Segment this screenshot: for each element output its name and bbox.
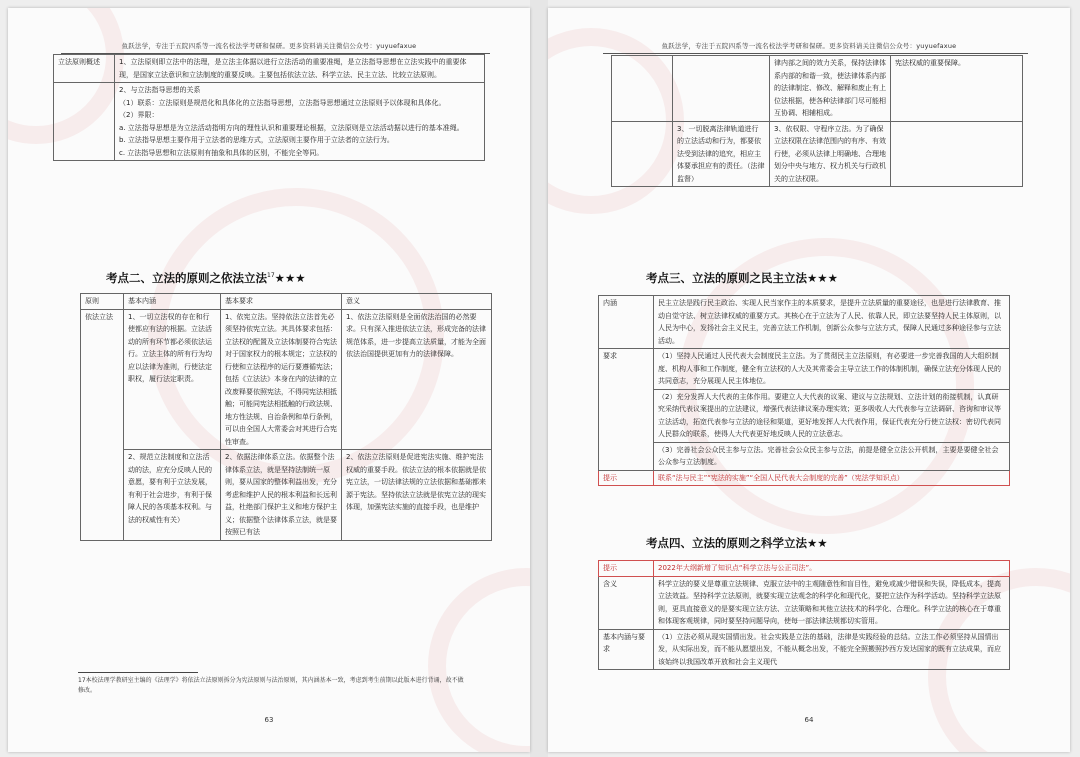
lawful-legislation-table [80, 293, 492, 541]
overview-p1: 1、立法原则即立法中的法理，是立法主体据以进行立法活动的重要准绳，是立法指导思想在立法实践中的重要体现，是国家立法意识和立法制度的重要反映。主要包括依法立法、科学立法、民主立法、比较立法原则。 [119, 58, 467, 79]
row-label: 要求 [599, 349, 654, 471]
row-label: 基本内涵与要求 [599, 629, 654, 670]
empty-cell [612, 56, 673, 122]
requirement-3: （3）完善社会公众民主参与立法。完善社会公众民主参与立法，前提是健全立法公开机制，主要是要健全社会公众参与立法制度。 [654, 442, 1010, 470]
requirement-cell: 2、依据法律体系立法。依据整个法律体系立法，就是坚持法制统一原则，要从国家的整体利益出发，充分考虑和维护人民的根本利益和长远利益，杜绝部门保护主义和地方保护主义；依据整个法律体系立法，就是要按照已有法 [221, 450, 342, 541]
tip-text: 2022年大纲新增了知识点“科学立法与公正司法”。 [654, 561, 1010, 577]
relation-title: 2、与立法指导思想的关系 [119, 86, 201, 94]
header-rule [603, 53, 1028, 54]
footnote: 17本校法理学教研室主编的《法理学》将依法立法原则拆分为宪法原则与法治原则，其内涵基本一致，考虑到考生前期以此版本进行背诵，故不做修改。 [78, 677, 464, 694]
row-label: 立法原则概述 [54, 55, 115, 83]
content-requirement-cell: （1）立法必须从现实国情出发。社会实践是立法的基础，法律是实践经验的总结。立法工作必须坚持从国情出发，从实际出发，而不能从愿望出发，不能从概念出发，不能完全照搬照抄西方发达国家的既有立法成果，而应该始终以我国改革开放和社会主义现代 [654, 629, 1010, 670]
tip-text: 联系“法与民主”“宪法的实施”“全国人民代表大会制度的完善”（宪法学知识点） [654, 470, 1010, 486]
tip-label: 提示 [599, 470, 654, 486]
principle-name: 依法立法 [81, 309, 124, 540]
heading-stars: ★★ [807, 536, 828, 550]
content-cell: 2、规范立法制度和立法活动的法，应充分反映人民的意愿，要有利于立法发展，有利于社会进步，有利于保障人民的各项基本权利。与法的权威性有关） [124, 450, 221, 541]
heading-stars: ★★★ [274, 271, 306, 285]
relation-c: c. 立法指导思想和立法原则有抽象和具体的区别，不能完全等同。 [119, 148, 324, 157]
running-header: 鱼跃法学，专注于五院四系等一流名校法学考研和保研。更多资料请关注微信公众号：yuyuefaxue [661, 42, 957, 50]
empty-cell [673, 56, 770, 122]
content-cell: 3、一切脱离法律轨道进行的立法活动和行为，都要依法受到法律的追究，相应主体要承担应有的责任。（法律监督） [673, 121, 770, 187]
requirement-2: （2）充分发挥人大代表的主体作用。要建立人大代表的议案、建议与立法规划、立法计划的衔接机制，认真研究采纳代表议案提出的立法建议，增强代表法律议案办理实效；更多吸收人大代表参与立法调研、咨询和审议等立法活动，拓宽代表参与立法的途径和渠道，更好地发挥人大代表作用，保证代表充分行使立法权：密切代表同人民群众的联系，使得人大代表更好地反映人民的立法意志。 [654, 389, 1010, 442]
heading-text: 考点四、立法的原则之科学立法 [646, 536, 807, 550]
relation-b: b. 立法指导思想主要作用于立法者的思维方式，立法原则主要作用于立法者的立法行为。 [119, 136, 394, 144]
relation-bound: （2）界限： [119, 111, 159, 119]
empty-cell [54, 83, 115, 161]
requirement-cell: 1、依宪立法。坚持依法立法首先必须坚持依宪立法。其具体要求包括：立法权的配置及立法体制要符合宪法对于国家权力的根本规定；立法权的行使和立法程序的运行要遵循宪法；包括《立法法》本身在内的法律的立改废释要依照宪法，不得同宪法相抵触；可能同宪法相抵触的行政法规、地方性法规、自治条例和单行条例，可以由全国人大常委会对其进行合宪性审查。 [221, 309, 342, 450]
significance-cell: 1、依法立法原则是全面依法治国的必然要求。只有深入推进依法立法，形成完备的法律规范体系，进一步提高立法质量，才能为全面依法治国提供更加有力的法律保障。 [342, 309, 492, 450]
right-page [548, 8, 1070, 752]
page-number: 63 [264, 716, 274, 724]
principles-overview-table [53, 54, 485, 161]
empty-cell [612, 121, 673, 187]
col-header: 基本要求 [221, 294, 342, 310]
footnote-rule [78, 672, 198, 673]
heading-text: 考点三、立法的原则之民主立法 [646, 271, 807, 285]
meaning-cell: 科学立法的要义是尊重立法规律、克服立法中的主观随意性和盲目性，避免或减少错误和失误，降低成本，提高立法效益。坚持科学立法原则，就要实现立法观念的科学化和现代化，要把立法作为科学活动。坚持科学立法原则，更具直接意义的是要实现立法方法、立法策略和其他立法技术的科学化、合理化。科学立法的核心在于尊重和体现客观规律，同时要坚持问题导向，使每一部法律法规都切实管用。 [654, 576, 1010, 629]
scientific-legislation-table [598, 560, 1010, 670]
content-cell: 1、一切立法权的存在和行使都应有法的根据。立法活动的所有环节都必须依法运行。立法主体的所有行为均应以法律为准则，行使法定职权，履行法定职责。 [124, 309, 221, 450]
page-gutter [530, 0, 548, 757]
empty-cell [891, 121, 1023, 187]
requirement-1: （1）坚持人民通过人民代表大会制度民主立法。为了贯彻民主立法原则，有必要进一步完善我国的人大组织制度、机构人事和工作制度，健全有立法权的人大及其常委会主导立法工作的体制机制，确保立法充分体现人民的共同意志，充分展现人民主体地位。 [654, 349, 1010, 390]
section-heading-4 [646, 535, 828, 551]
section-heading-3 [646, 270, 838, 286]
page-number: 64 [804, 716, 814, 724]
requirement-cell: 律内部之间的效力关系，保持法律体系内部的和谐一致，使法律体系内部的法律制定、修改、解释和废止有上位法根据，使各种法律部门尽可能相互协调、相辅相成。 [770, 56, 891, 122]
significance-cell: 宪法权威的重要保障。 [891, 56, 1023, 122]
significance-cell: 2、依法立法原则是促进宪法实施、维护宪法权威的重要手段。依法立法的根本依据就是依宪立法，一切法律法规的立法依据和基础都来源于宪法。坚持依法立法就是依宪立法的现实体现，加强宪法实施的直接手段，也是维护 [342, 450, 492, 541]
relation-a: a. 立法指导思想是为立法活动指明方向的理性认识和重要理论根据，立法原则是立法活动据以进行的基本准绳。 [119, 123, 464, 132]
heading-stars: ★★★ [807, 271, 838, 285]
relation-link: （1）联系：立法原则是规范化和具体化的立法指导思想，立法指导思想通过立法原则予以体现和具体化。 [119, 98, 446, 107]
col-header: 意义 [342, 294, 492, 310]
col-header: 原则 [81, 294, 124, 310]
democratic-legislation-table [598, 295, 1010, 486]
watermark-seal [428, 568, 530, 752]
left-page [8, 8, 530, 752]
connotation-cell: 民主立法是践行民主政治、实现人民当家作主的本质要求，是提升立法质量的重要途径，也是进行法律教育、推动自觉守法、树立法律权威的重要方式。其核心在于立法为了人民、依靠人民，即立法要坚持人民主体原则，以人民为中心，发扬社会主义民主，完善立法工作机制，创新公众参与立法方式，保障人民通过多种途径参与立法活动。 [654, 296, 1010, 349]
col-header: 基本内涵 [124, 294, 221, 310]
tip-label: 提示 [599, 561, 654, 577]
heading-text: 考点二、立法的原则之依法立法 [106, 271, 267, 285]
row-label: 内涵 [599, 296, 654, 349]
running-header: 鱼跃法学，专注于五院四系等一流名校法学考研和保研。更多资料请关注微信公众号：yuyuefaxue [121, 42, 417, 50]
requirement-cell: 3、依权限、守程序立法。为了确保立法权限在法律范围内的有序、有效行使，必须从法律上明确地、合理地划分中央与地方、权力机关与行政机关的立法权限。 [770, 121, 891, 187]
row-label: 含义 [599, 576, 654, 629]
relation-cell [115, 83, 485, 161]
section-heading-2 [106, 270, 306, 286]
footnote-ref: 17 [267, 272, 275, 280]
lawful-legislation-table-cont [611, 55, 1023, 187]
overview-cell [115, 55, 485, 83]
